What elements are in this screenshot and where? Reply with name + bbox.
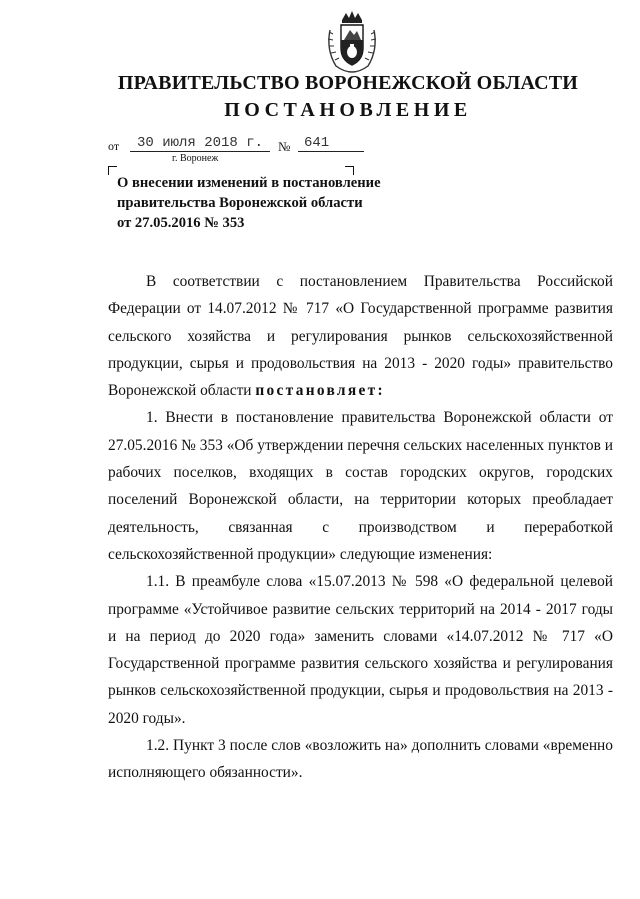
city-label: г. Воронеж (172, 153, 219, 164)
subject-line: от 27.05.2016 № 353 (117, 215, 245, 231)
subject-line: правительства Воронежской области (117, 195, 363, 211)
preamble-text: В соответствии с постановлением Правительства Российской Федерации от 14.07.2012 № 717 «О Государственной программе развития сельского хозяйства и регулирования рынков сельскохозяйственной продукции, сырья и продовольствия на 2013 - 2020 годы» правительство Воронежской области (108, 273, 613, 400)
decree-word: постановляет: (255, 382, 385, 400)
organization-title: ПРАВИТЕЛЬСТВО ВОРОНЕЖСКОЙ ОБЛАСТИ (117, 72, 579, 94)
number-prefix: № (278, 139, 291, 154)
document-type-title: ПОСТАНОВЛЕНИЕ (224, 99, 472, 121)
document-subject (117, 173, 417, 233)
subject-line: О внесении изменений в постановление (117, 175, 381, 191)
date-prefix: от (108, 139, 120, 153)
voronezh-coat-of-arms-icon (324, 10, 380, 74)
document-date: 30 июля 2018 г. (130, 135, 270, 152)
registration-line (108, 136, 368, 158)
subject-corner-left (108, 166, 117, 175)
document-body (108, 268, 613, 787)
item-1-2-paragraph: 1.2. Пункт 3 после слов «возложить на» дополнить словами «временно исполняющего обязанности». (108, 737, 613, 782)
document-number: 641 (298, 135, 364, 152)
preamble-paragraph (108, 268, 613, 404)
item-1-1-paragraph: 1.1. В преамбуле слова «15.07.2013 № 598 «О федеральной целевой программе «Устойчивое развитие сельских территорий на 2014 - 2017 годы и на период до 2020 года» заменить словами «14.07.2012 № 717 «О Государственной программе развития сельского хозяйства и регулирования рынков сельскохозяйственной продукции, сырья и продовольствия на 2013 - 2020 годы». (108, 573, 613, 727)
item-1-paragraph: 1. Внести в постановление правительства Воронежской области от 27.05.2016 № 353 «Об утверждении перечня сельских населенных пунктов и рабочих поселков, входящих в состав городских округов, городских поселений Воронежской области, на территории которых преобладает деятельность, связанная с производством и переработкой сельскохозяйственной продукции» следующие изменения: (108, 409, 613, 563)
